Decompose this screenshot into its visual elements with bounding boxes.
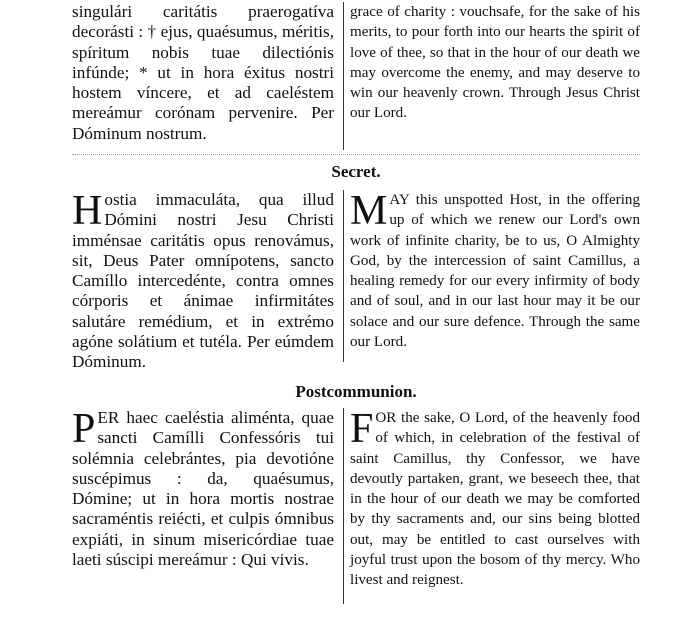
dotted-separator [72,154,640,155]
postcommunion-latin-paragraph [72,408,334,570]
secret-english-drop-cap: M [350,188,388,234]
postcommunion-english-body: OR the sake, O Lord, of the heavenly food of which, in celebration of the festival of saint Camillus, thy Confessor, we have devoutly partaken, grant, we beseech thee, that in the hour of our death we may be comforted by thy sacraments and, our sins being blotted out, may be entitled to cast ourselves with joyful trust upon the bosom of thy mercy. Who livest and reignest. [350,410,640,589]
secret-latin-drop-cap: H [72,188,103,234]
top-english-paragraph: grace of charity : vouchsafe, for the sake of his merits, to pour forth into our hearts the spirit of love of thee, so that in the hour of our death we may overcome the enemy, and may deserve to win our heavenly crown. Through Jesus Christ our Lord. [350,4,640,122]
secret-english-text [350,190,640,352]
top-latin-text [72,2,334,144]
postcommunion-latin-body: ER haec caeléstia aliménta, quae sancti Camílli Confessóris tui solémnia celebrántes, pia devotióne suscépimus : da, quaésumus, Dómine; ut in hora mortis nostrae sacraméntis reiécti, et culpis ómnibus expiáti, in sinum misericórdiae tuae laeti súscipi mereámur : Qui vivis. [72,408,334,570]
column-divider-postcommunion [343,408,344,604]
postcommunion-english-paragraph [350,408,640,591]
secret-latin-body: ostia immaculáta, qua illud Dómini nostri Jesu Christi imménsae caritátis opus renovámus, sit, Deus Pater omnípotens, sancto Camíllo intercedénte, contra omnes córporis et ánimae infirmitátes salutáre remédium, et in extrémo agóne solátium et tutéla. Per eúmdem Dóminum. [72,190,334,372]
postcommunion-heading: Postcommunion. [295,382,417,401]
column-divider-top [343,2,344,150]
secret-english-paragraph [350,190,640,352]
postcommunion-english-drop-cap: F [350,406,374,452]
top-english-text [350,2,640,124]
secret-latin-paragraph [72,190,334,373]
postcommunion-latin-drop-cap: P [72,406,96,452]
secret-heading: Secret. [331,162,381,181]
postcommunion-english-text [350,408,640,591]
postcommunion-latin-text [72,408,334,570]
secret-latin-text [72,190,334,373]
secret-english-body: AY this unspotted Host, in the offering up of which we renew our Lord's own work of infinite charity, be to us, O Almighty God, by the intercession of saint Camillus, a healing remedy for our every infirmity of body and of soul, and in our last hour may it be our solace and our sure defence. Through the same our Lord. [350,192,640,351]
top-latin-paragraph: singulári caritátis praerogatíva decorásti : † ejus, quaésumus, méritis, spíritum nobis tuae dilectiónis infúnde; * ut in hora éxitus nostri hostem víncere, et ad caeléstem mereámur corónam pervenire. Per Dóminum nostrum. [72,2,334,143]
column-divider-secret [343,190,344,362]
